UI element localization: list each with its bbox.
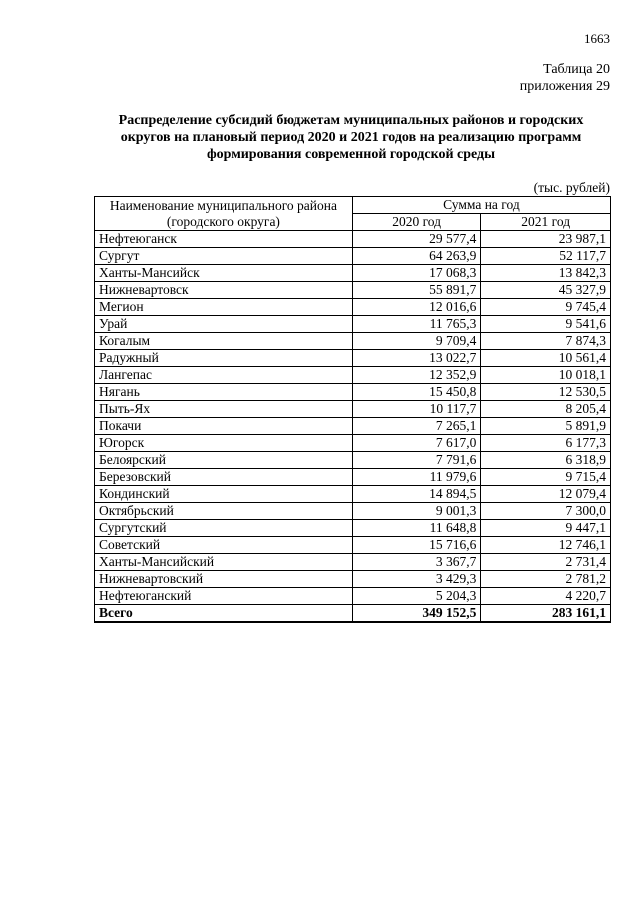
value-2021: 7 874,3 [481, 333, 611, 350]
value-2021: 12 530,5 [481, 384, 611, 401]
value-2020: 7 791,6 [352, 452, 481, 469]
table-row [95, 248, 611, 265]
value-2020: 64 263,9 [352, 248, 481, 265]
municipality-name: Радужный [95, 350, 353, 367]
municipality-name: Покачи [95, 418, 353, 435]
value-2020: 11 765,3 [352, 316, 481, 333]
table-row [95, 316, 611, 333]
value-2020: 10 117,7 [352, 401, 481, 418]
value-2020: 11 979,6 [352, 469, 481, 486]
table-row [95, 367, 611, 384]
title-line-1: Распределение субсидий бюджетам муниципальных районов и городских [118, 113, 584, 128]
value-2021: 9 745,4 [481, 299, 611, 316]
table-row [95, 452, 611, 469]
municipality-column-header [95, 197, 353, 231]
table-row [95, 469, 611, 486]
appendix-number: приложения 29 [519, 79, 610, 94]
municipality-header-line-2: (городского округа) [166, 213, 280, 229]
municipality-name: Нягань [95, 384, 353, 401]
year-2021-header: 2021 год [481, 214, 611, 231]
value-2020: 7 265,1 [352, 418, 481, 435]
value-2021: 52 117,7 [481, 248, 611, 265]
value-2020: 17 068,3 [352, 265, 481, 282]
total-2021: 283 161,1 [481, 605, 611, 623]
value-2020: 14 894,5 [352, 486, 481, 503]
value-2020: 11 648,8 [352, 520, 481, 537]
total-row [95, 605, 611, 623]
municipality-name: Сургутский [95, 520, 353, 537]
value-2021: 6 177,3 [481, 435, 611, 452]
table-row [95, 571, 611, 588]
municipality-name: Лангепас [95, 367, 353, 384]
municipality-name: Когалым [95, 333, 353, 350]
document-title [95, 112, 607, 163]
table-row [95, 231, 611, 248]
value-2021: 7 300,0 [481, 503, 611, 520]
table-row [95, 435, 611, 452]
value-2020: 9 001,3 [352, 503, 481, 520]
value-2021: 10 561,4 [481, 350, 611, 367]
municipality-name: Нефтеюганск [95, 231, 353, 248]
table-row [95, 520, 611, 537]
table-row [95, 503, 611, 520]
municipality-name: Белоярский [95, 452, 353, 469]
table-label [520, 61, 610, 95]
value-2020: 3 367,7 [352, 554, 481, 571]
units-label: (тыс. рублей) [533, 180, 610, 195]
value-2021: 4 220,7 [481, 588, 611, 605]
municipality-name: Ханты-Мансийский [95, 554, 353, 571]
table-row [95, 384, 611, 401]
value-2020: 29 577,4 [352, 231, 481, 248]
value-2021: 5 891,9 [481, 418, 611, 435]
value-2020: 13 022,7 [352, 350, 481, 367]
municipality-name: Березовский [95, 469, 353, 486]
municipality-name: Сургут [95, 248, 353, 265]
table-row [95, 299, 611, 316]
value-2020: 12 016,6 [352, 299, 481, 316]
value-2021: 9 715,4 [481, 469, 611, 486]
municipality-name: Нефтеюганский [95, 588, 353, 605]
municipality-name: Ханты-Мансийск [95, 265, 353, 282]
value-2021: 10 018,1 [481, 367, 611, 384]
municipality-name: Югорск [95, 435, 353, 452]
value-2021: 9 541,6 [481, 316, 611, 333]
table-row [95, 554, 611, 571]
municipality-name: Мегион [95, 299, 353, 316]
value-2020: 15 716,6 [352, 537, 481, 554]
value-2021: 23 987,1 [481, 231, 611, 248]
municipality-name: Октябрьский [95, 503, 353, 520]
table-body [95, 231, 611, 623]
page-number: 1663 [584, 31, 610, 46]
table-row [95, 401, 611, 418]
value-2020: 12 352,9 [352, 367, 481, 384]
subsidy-table [94, 196, 611, 623]
table-row [95, 486, 611, 503]
value-2021: 6 318,9 [481, 452, 611, 469]
municipality-name: Нижневартовский [95, 571, 353, 588]
value-2021: 12 079,4 [481, 486, 611, 503]
value-2021: 13 842,3 [481, 265, 611, 282]
value-2021: 45 327,9 [481, 282, 611, 299]
municipality-name: Пыть-Ях [95, 401, 353, 418]
value-2021: 2 731,4 [481, 554, 611, 571]
total-label: Всего [95, 605, 353, 623]
value-2020: 5 204,3 [352, 588, 481, 605]
municipality-name: Советский [95, 537, 353, 554]
value-2020: 55 891,7 [352, 282, 481, 299]
value-2020: 15 450,8 [352, 384, 481, 401]
table-row [95, 282, 611, 299]
municipality-name: Нижневартовск [95, 282, 353, 299]
year-2020-header: 2020 год [352, 214, 481, 231]
value-2021: 2 781,2 [481, 571, 611, 588]
table-number: Таблица 20 [543, 62, 610, 77]
table-row [95, 350, 611, 367]
sum-column-header: Сумма на год [352, 197, 610, 214]
value-2021: 8 205,4 [481, 401, 611, 418]
municipality-name: Урай [95, 316, 353, 333]
header-row [95, 197, 611, 214]
value-2021: 9 447,1 [481, 520, 611, 537]
table-row [95, 588, 611, 605]
municipality-name: Кондинский [95, 486, 353, 503]
value-2020: 7 617,0 [352, 435, 481, 452]
title-line-2: округов на плановый период 2020 и 2021 годов на реализацию программ [120, 130, 582, 145]
municipality-header-line-1: Наименование муниципального района [109, 197, 337, 213]
table-row [95, 537, 611, 554]
table-row [95, 333, 611, 350]
value-2020: 3 429,3 [352, 571, 481, 588]
table-row [95, 265, 611, 282]
value-2021: 12 746,1 [481, 537, 611, 554]
total-2020: 349 152,5 [352, 605, 481, 623]
value-2020: 9 709,4 [352, 333, 481, 350]
table-row [95, 418, 611, 435]
title-line-3: формирования современной городской среды [206, 147, 496, 162]
